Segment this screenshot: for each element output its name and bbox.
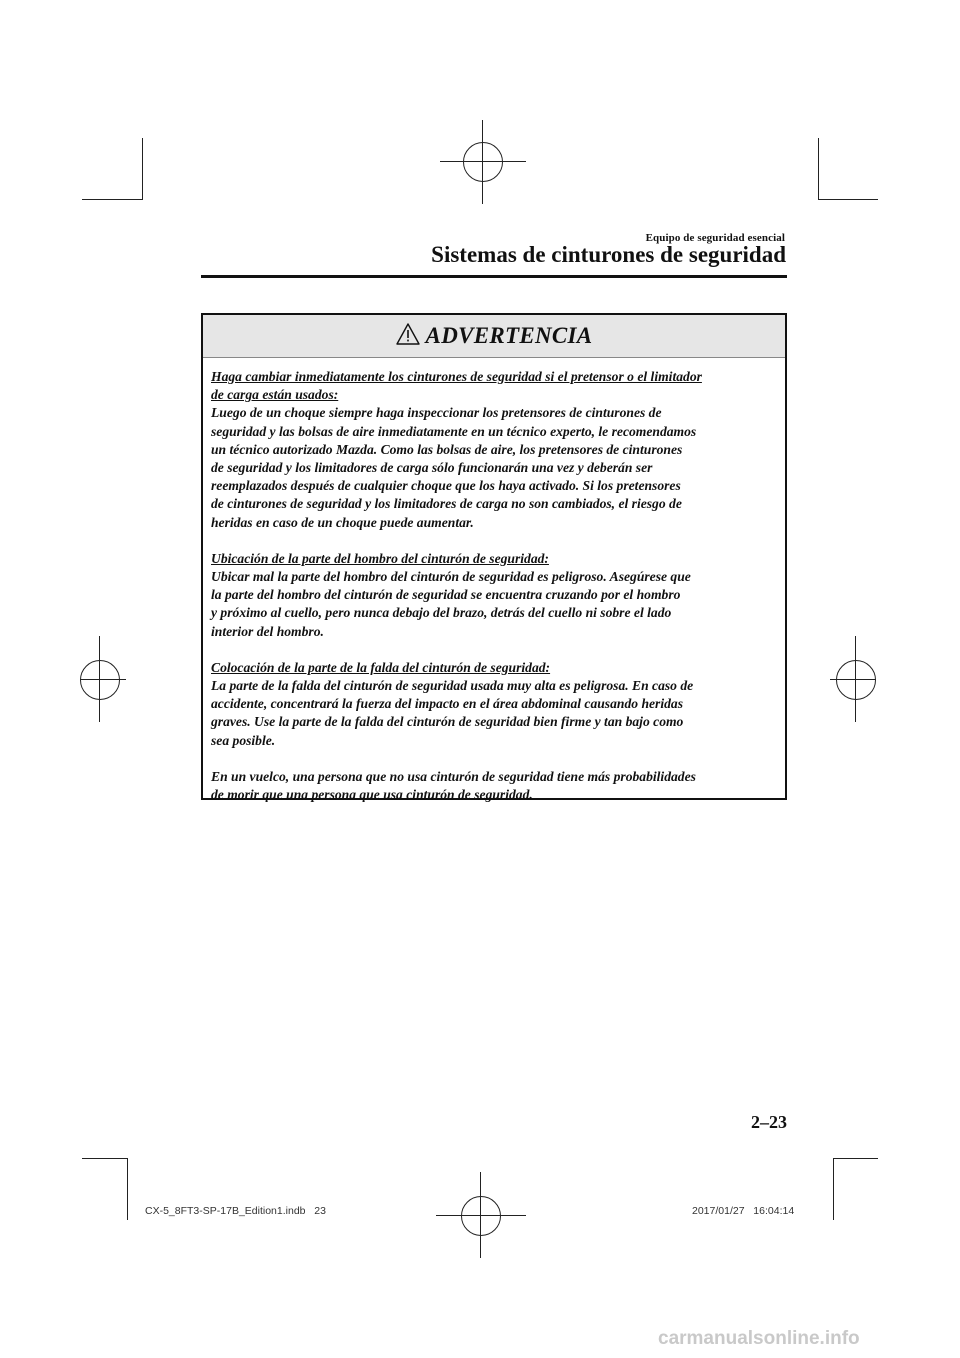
crop-mark <box>833 1158 878 1159</box>
paragraph-text: de seguridad y los limitadores de carga sólo funcionarán una vez y deberán ser <box>211 460 653 476</box>
warning-paragraph <box>211 368 777 532</box>
registration-mark-icon <box>436 1172 526 1258</box>
paragraph-text: un técnico autorizado Mazda. Como las bolsas de aire, los pretensores de cinturones <box>211 441 683 457</box>
paragraph-text: En un vuelco, una persona que no usa cinturón de seguridad tiene más probabilidades <box>211 768 696 784</box>
registration-mark-icon <box>80 636 126 722</box>
warning-box <box>201 313 787 803</box>
crop-mark <box>818 138 819 200</box>
paragraph-text: de cinturones de seguridad y los limitadores de carga no son cambiados, el riesgo de <box>211 496 682 512</box>
paragraph-text: Luego de un choque siempre haga inspeccionar los pretensores de cinturones de <box>211 405 662 421</box>
paragraph-text: accidente, concentrará la fuerza del impacto en el área abdominal causando heridas <box>211 696 683 712</box>
section-subtitle: Equipo de seguridad esencial <box>645 232 785 244</box>
paragraph-text: Ubicar mal la parte del hombro del cinturón de seguridad es peligroso. Asegúrese que <box>211 569 691 585</box>
paragraph-heading: Ubicación de la parte del hombro del cinturón de seguridad: <box>211 550 549 566</box>
paragraph-text: La parte de la falda del cinturón de seguridad usada muy alta es peligrosa. En caso de <box>211 678 694 694</box>
paragraph-text: y próximo al cuello, pero nunca debajo del brazo, detrás del cuello ni sobre el lado <box>211 605 672 621</box>
paragraph-text: la parte del hombro del cinturón de seguridad se encuentra cruzando por el hombro <box>211 587 681 603</box>
crop-mark <box>818 199 878 200</box>
crop-mark <box>833 1158 834 1220</box>
paragraph-text: graves. Use la parte de la falda del cinturón de seguridad bien firme y tan bajo como <box>211 714 684 730</box>
crop-mark <box>82 199 142 200</box>
warning-header <box>203 315 785 358</box>
paragraph-text: heridas en caso de un choque puede aumentar. <box>211 514 474 530</box>
paragraph-text: reemplazados después de cualquier choque que los haya activado. Si los pretensores <box>211 478 681 494</box>
paragraph-text: interior del hombro. <box>211 623 324 639</box>
warning-paragraph <box>211 768 777 804</box>
paragraph-heading: de carga están usados: <box>211 387 339 403</box>
warning-body <box>211 368 777 822</box>
section-title: Sistemas de cinturones de seguridad <box>431 242 786 267</box>
page-number: 2–23 <box>751 1112 787 1132</box>
paragraph-text: de morir que una persona que usa cinturón de seguridad. <box>211 787 533 803</box>
paragraph-text: sea posible. <box>211 732 276 748</box>
warning-paragraph <box>211 659 777 750</box>
print-file-label: CX-5_8FT3-SP-17B_Edition1.indb 23 <box>145 1205 326 1217</box>
registration-mark-icon <box>440 120 526 204</box>
watermark-text: carmanualsonline.info <box>658 1328 860 1349</box>
crop-mark <box>82 1158 127 1159</box>
paragraph-heading: Colocación de la parte de la falda del cinturón de seguridad: <box>211 659 551 675</box>
paragraph-text: seguridad y las bolsas de aire inmediatamente en un técnico experto, le recomendamos <box>211 423 697 439</box>
warning-title: ADVERTENCIA <box>425 323 593 348</box>
print-timestamp: 2017/01/27 16:04:14 <box>692 1205 795 1217</box>
warning-paragraph <box>211 550 777 641</box>
paragraph-heading: Haga cambiar inmediatamente los cinturones de seguridad si el pretensor o el limitador <box>211 369 702 384</box>
registration-mark-icon <box>830 636 876 722</box>
warning-triangle-icon <box>396 323 420 350</box>
crop-mark <box>127 1158 128 1220</box>
crop-mark <box>142 138 143 200</box>
section-divider <box>201 275 787 278</box>
